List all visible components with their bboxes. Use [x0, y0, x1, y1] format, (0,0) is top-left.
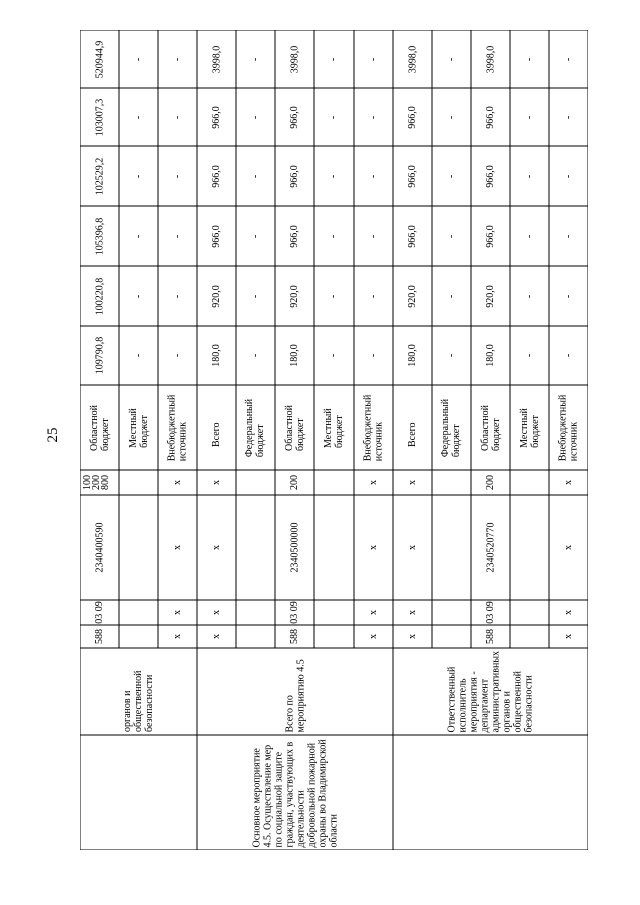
source-cell-text: Федеральный бюджет	[440, 398, 463, 457]
budget-table	[80, 30, 588, 850]
value-cell-text: 966,0	[407, 105, 418, 129]
value-cell	[432, 266, 471, 326]
value-cell-text: 180,0	[485, 344, 496, 367]
name-cell-text: Основное мероприятие 4.5. Осуществление мер по социальной защите граждан, участвующих в деятельности добровольной пожарной охраны во Владимирской области	[251, 738, 339, 847]
grbs-cell-text: х	[211, 634, 222, 639]
grbs-cell-text: 588	[485, 629, 496, 644]
value-cell-text: 102529,2	[94, 157, 105, 195]
source-cell-text: Местный бюджет	[323, 407, 345, 448]
value-cell	[314, 326, 354, 385]
value-cell	[471, 30, 510, 88]
value-cell	[432, 206, 471, 266]
value-cell-text: -	[368, 353, 379, 358]
csr-cell	[197, 495, 236, 600]
value-cell-text: 3998,0	[211, 45, 222, 73]
csr-cell	[471, 495, 510, 600]
value-cell	[549, 146, 588, 206]
source-cell	[393, 385, 432, 470]
vr-cell	[158, 470, 197, 495]
vr-cell-text: х	[211, 480, 222, 485]
value-cell	[314, 30, 354, 88]
value-cell	[471, 88, 510, 146]
rzpr-cell	[80, 600, 119, 625]
value-cell	[275, 206, 314, 266]
csr-cell-text: 2340500000	[289, 522, 300, 573]
vr-cell	[393, 470, 432, 495]
source-cell	[432, 385, 471, 470]
value-cell-text: 966,0	[211, 224, 222, 248]
vr-cell	[197, 470, 236, 495]
value-cell	[354, 88, 393, 146]
value-cell-text: -	[133, 294, 144, 298]
value-cell	[549, 266, 588, 326]
csr-cell-text: х	[563, 545, 574, 550]
value-cell-text: -	[250, 174, 261, 178]
csr-cell-text: х	[368, 545, 379, 550]
csr-cell-text: х	[172, 545, 183, 550]
executor-cell	[197, 648, 393, 735]
rzpr-cell	[393, 600, 432, 625]
value-cell	[197, 266, 236, 326]
value-cell-text: 180,0	[289, 344, 300, 367]
value-cell-text: -	[368, 294, 379, 298]
value-cell	[549, 326, 588, 385]
grbs-cell	[549, 625, 588, 648]
rzpr-cell-text: 03 09	[289, 601, 300, 624]
value-cell-text: -	[524, 294, 535, 298]
value-cell-text: 966,0	[407, 164, 418, 188]
grbs-cell	[158, 625, 197, 648]
value-cell-text: -	[368, 234, 379, 238]
value-cell	[549, 30, 588, 88]
value-cell-text: -	[133, 353, 144, 358]
value-cell-text: -	[133, 57, 144, 61]
value-cell	[197, 88, 236, 146]
value-cell-text: -	[328, 57, 340, 61]
executor-cell	[393, 648, 588, 735]
value-cell-text: -	[133, 234, 144, 238]
csr-cell	[354, 495, 393, 600]
value-cell	[197, 206, 236, 266]
value-cell-text: -	[524, 234, 535, 238]
value-cell	[354, 326, 393, 385]
value-cell-text: 180,0	[407, 344, 418, 367]
source-cell	[510, 385, 549, 470]
value-cell-text: -	[524, 115, 535, 119]
value-cell	[432, 326, 471, 385]
grbs-cell-text: х	[407, 634, 418, 639]
value-cell-text: -	[524, 57, 535, 61]
value-cell-text: 966,0	[211, 105, 222, 129]
name-cell	[197, 735, 393, 850]
value-cell	[236, 266, 275, 326]
value-cell-text: 103007,3	[94, 98, 105, 136]
value-cell	[314, 146, 354, 206]
source-cell	[549, 385, 588, 470]
value-cell-text: -	[250, 234, 261, 238]
vr-cell-text: 800	[99, 475, 111, 490]
value-cell-text: 966,0	[289, 224, 300, 248]
csr-cell-text: 2340400590	[94, 522, 105, 573]
source-cell-text: Местный бюджет	[518, 407, 541, 448]
value-cell	[510, 88, 549, 146]
value-cell	[510, 30, 549, 88]
value-cell	[236, 30, 275, 88]
value-cell	[197, 146, 236, 206]
grbs-cell-text: 588	[289, 629, 300, 644]
vr-cell	[275, 470, 314, 495]
vr-cell-text: х	[407, 480, 418, 485]
value-cell	[119, 266, 158, 326]
value-cell-text: -	[133, 174, 144, 178]
rzpr-cell	[549, 600, 588, 625]
source-cell-text: Областной бюджет	[88, 404, 111, 451]
value-cell-text: -	[328, 353, 340, 358]
value-cell	[393, 326, 432, 385]
value-cell-text: -	[172, 57, 183, 61]
source-cell-text: Областной бюджет	[283, 404, 306, 451]
value-cell-text: -	[368, 174, 379, 178]
source-cell	[236, 385, 275, 470]
vr-cell-text: 200	[289, 475, 300, 490]
vr-cell	[549, 470, 588, 495]
value-cell	[432, 146, 471, 206]
value-cell	[354, 146, 393, 206]
rzpr-cell-text: х	[211, 610, 222, 615]
grbs-cell	[80, 625, 119, 648]
source-cell	[314, 385, 354, 470]
value-cell	[354, 206, 393, 266]
rzpr-cell-text: х	[407, 610, 418, 615]
value-cell-text: 966,0	[289, 164, 300, 188]
value-cell-text: 920,0	[211, 284, 222, 308]
value-cell	[158, 326, 197, 385]
value-cell-text: 920,0	[289, 284, 300, 308]
value-cell	[236, 326, 275, 385]
value-cell	[275, 88, 314, 146]
value-cell-text: 3998,0	[485, 45, 496, 73]
value-cell-text: -	[446, 234, 457, 238]
value-cell	[432, 88, 471, 146]
value-cell	[549, 206, 588, 266]
rzpr-cell	[158, 600, 197, 625]
value-cell-text: -	[328, 174, 340, 178]
value-cell-text: 920,0	[407, 284, 418, 308]
grbs-cell-text: 588	[94, 629, 105, 644]
vr-cell-text: 100	[81, 475, 93, 490]
source-cell	[119, 385, 158, 470]
value-cell	[393, 206, 432, 266]
source-cell-text: Внебюджетный источник	[166, 394, 189, 461]
value-cell-text: -	[133, 115, 144, 119]
value-cell	[80, 88, 119, 146]
value-cell	[275, 30, 314, 88]
value-cell-text: -	[250, 115, 261, 119]
value-cell	[549, 88, 588, 146]
value-cell	[393, 30, 432, 88]
value-cell-text: 966,0	[485, 164, 496, 188]
value-cell-text: 966,0	[485, 105, 496, 129]
vr-cell	[98, 470, 112, 495]
value-cell-text: 520944,9	[94, 40, 105, 78]
csr-cell-text: х	[407, 545, 418, 550]
value-cell	[80, 206, 119, 266]
value-cell	[158, 30, 197, 88]
vr-cell-text: х	[172, 480, 183, 485]
vr-cell	[354, 470, 393, 495]
value-cell-text: 100220,8	[94, 277, 105, 315]
grbs-cell	[275, 625, 314, 648]
value-cell	[158, 146, 197, 206]
value-cell	[119, 88, 158, 146]
value-cell	[197, 30, 236, 88]
value-cell	[354, 30, 393, 88]
source-cell-text: Всего	[407, 422, 418, 447]
csr-cell-text: 2340520770	[485, 522, 496, 573]
value-cell	[119, 30, 158, 88]
source-cell	[471, 385, 510, 470]
source-cell	[275, 385, 314, 470]
csr-cell-text: х	[211, 545, 222, 550]
rzpr-cell-text: 03 09	[485, 601, 496, 624]
rzpr-cell	[471, 600, 510, 625]
vr-cell-text: х	[368, 480, 379, 485]
value-cell	[393, 266, 432, 326]
value-cell-text: -	[563, 294, 574, 298]
value-cell-text: -	[446, 353, 457, 358]
grbs-cell-text: х	[563, 634, 574, 639]
value-cell	[354, 266, 393, 326]
rzpr-cell	[354, 600, 393, 625]
csr-cell	[393, 495, 432, 600]
value-cell	[119, 206, 158, 266]
value-cell-text: -	[368, 57, 379, 61]
value-cell	[158, 206, 197, 266]
source-cell	[80, 385, 119, 470]
value-cell	[432, 30, 471, 88]
vr-cell-text: 200	[485, 475, 496, 490]
grbs-cell	[471, 625, 510, 648]
value-cell	[275, 326, 314, 385]
vr-cell-text: х	[563, 480, 574, 485]
source-cell-text: Федеральный бюджет	[244, 398, 267, 457]
source-cell-text: Всего	[211, 422, 222, 447]
value-cell	[80, 266, 119, 326]
source-cell	[197, 385, 236, 470]
value-cell-text: -	[250, 353, 261, 358]
value-cell-text: -	[446, 294, 457, 298]
value-cell	[471, 266, 510, 326]
value-cell	[314, 206, 354, 266]
executor-cell-text: органов и общественной безопасности	[122, 670, 155, 732]
value-cell-text: -	[446, 57, 457, 61]
value-cell	[393, 146, 432, 206]
value-cell-text: -	[563, 174, 574, 178]
rzpr-cell-text: х	[368, 610, 379, 615]
value-cell-text: 3998,0	[407, 45, 418, 73]
value-cell	[314, 266, 354, 326]
csr-cell	[158, 495, 197, 600]
value-cell-text: -	[328, 234, 340, 238]
value-cell-text: -	[250, 294, 261, 298]
value-cell-text: 966,0	[485, 224, 496, 248]
value-cell	[275, 266, 314, 326]
vr-cell	[471, 470, 510, 495]
value-cell-text: -	[563, 234, 574, 238]
value-cell-text: -	[524, 174, 535, 178]
value-cell-text: -	[328, 294, 340, 298]
source-cell-text: Местный бюджет	[127, 407, 150, 448]
vr-cell-text: 200	[90, 475, 102, 490]
grbs-cell	[393, 625, 432, 648]
value-cell-text: 966,0	[289, 105, 300, 129]
csr-cell	[549, 495, 588, 600]
value-cell-text: -	[368, 115, 379, 119]
value-cell	[158, 266, 197, 326]
value-cell-text: -	[524, 353, 535, 358]
source-cell-text: Внебюджетный источник	[557, 394, 580, 461]
value-cell	[471, 326, 510, 385]
value-cell-text: 966,0	[211, 164, 222, 188]
value-cell	[197, 326, 236, 385]
value-cell	[314, 88, 354, 146]
value-cell-text: -	[563, 353, 574, 358]
rzpr-cell-text: 03 09	[94, 601, 105, 624]
executor-cell	[80, 648, 197, 735]
value-cell	[80, 30, 119, 88]
executor-cell-text: Ответственный исполнитель мероприятия - департамент административных органов и общественной безопасности	[446, 650, 535, 732]
value-cell	[119, 326, 158, 385]
value-cell-text: -	[446, 174, 457, 178]
value-cell-text: -	[172, 353, 183, 358]
value-cell-text: -	[328, 115, 340, 119]
value-cell-text: -	[172, 294, 183, 298]
value-cell-text: 109790,8	[94, 336, 105, 375]
value-cell-text: -	[172, 115, 183, 119]
value-cell	[80, 146, 119, 206]
rzpr-cell	[275, 600, 314, 625]
value-cell	[275, 146, 314, 206]
grbs-cell	[354, 625, 393, 648]
value-cell	[236, 88, 275, 146]
rzpr-cell	[197, 600, 236, 625]
value-cell-text: 105396,8	[94, 217, 105, 255]
source-cell-text: Внебюджетный источник	[362, 394, 385, 461]
value-cell-text: -	[563, 115, 574, 119]
value-cell	[236, 146, 275, 206]
value-cell-text: 180,0	[211, 344, 222, 367]
value-cell-text: 3998,0	[289, 45, 300, 73]
rzpr-cell-text: х	[563, 610, 574, 615]
value-cell-text: 966,0	[407, 224, 418, 248]
value-cell-text: -	[563, 57, 574, 61]
value-cell	[471, 146, 510, 206]
grbs-cell-text: х	[368, 634, 379, 639]
value-cell	[393, 88, 432, 146]
grbs-cell	[197, 625, 236, 648]
source-cell	[158, 385, 197, 470]
value-cell	[236, 206, 275, 266]
executor-cell-text: Всего по мероприятию 4.5	[284, 658, 306, 732]
value-cell	[510, 146, 549, 206]
value-cell	[158, 88, 197, 146]
csr-cell	[275, 495, 314, 600]
source-cell	[354, 385, 393, 470]
value-cell	[510, 326, 549, 385]
value-cell	[471, 206, 510, 266]
csr-cell	[80, 495, 119, 600]
rzpr-cell-text: х	[172, 610, 183, 615]
value-cell-text: 920,0	[485, 284, 496, 308]
value-cell-text: -	[250, 57, 261, 61]
value-cell-text: -	[172, 234, 183, 238]
value-cell	[80, 326, 119, 385]
page-number: 25	[44, 427, 61, 443]
value-cell	[510, 266, 549, 326]
value-cell	[510, 206, 549, 266]
grbs-cell-text: х	[172, 634, 183, 639]
source-cell-text: Областной бюджет	[479, 404, 502, 451]
value-cell	[119, 146, 158, 206]
value-cell-text: -	[172, 174, 183, 178]
value-cell-text: -	[446, 115, 457, 119]
